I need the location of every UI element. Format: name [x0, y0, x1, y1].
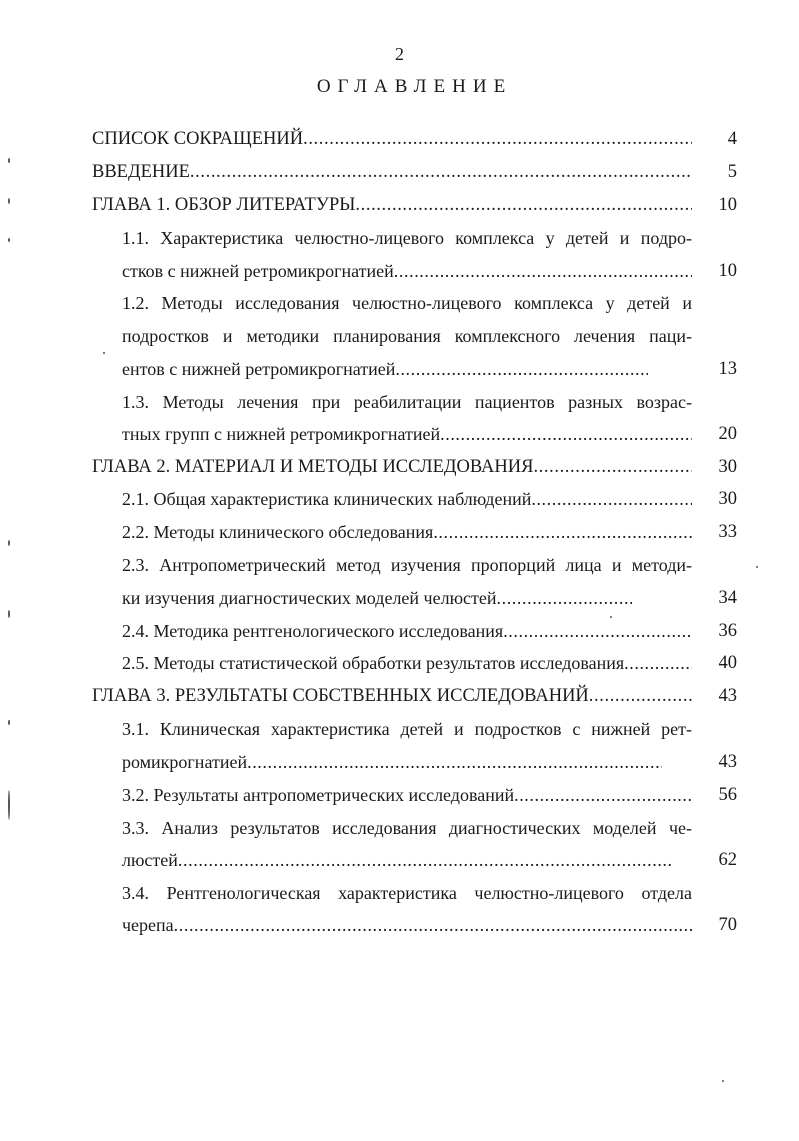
toc-entry-title-last-line: [122, 422, 692, 446]
toc-entry-text: 2.2. Методы клинического обследования: [122, 522, 434, 542]
toc-entry-page-number: 43: [718, 686, 737, 706]
dot-leader: [247, 750, 662, 774]
toc-entry-text: 2.1. Общая характеристика клинических наблюдений: [122, 489, 532, 509]
dot-leader: [355, 193, 692, 217]
toc-entry-title-last-line: [122, 357, 648, 381]
toc-entry-text: ромикрогнатией: [122, 752, 248, 772]
toc-entry-title-last-line: [92, 193, 692, 217]
dot-leader: [178, 848, 672, 872]
dot-leader: [531, 487, 692, 511]
toc-entry-page-number: 33: [718, 522, 737, 542]
toc-entry-page-number: 13: [718, 359, 737, 379]
dot-leader: [440, 422, 692, 446]
dot-leader: [514, 783, 692, 807]
toc-entry-text: ГЛАВА 3. РЕЗУЛЬТАТЫ СОБСТВЕННЫХ ИССЛЕДОВАНИЙ: [92, 686, 589, 706]
scan-speck: [8, 790, 10, 820]
toc-entry-title-line: [122, 324, 692, 348]
toc-entry-title-last-line: [92, 455, 692, 479]
toc-entry-page-number: 70: [718, 915, 737, 935]
toc-entry-title-last-line: [122, 619, 692, 643]
toc-entry-page-number: 43: [718, 752, 737, 772]
toc-entry-title-last-line: [122, 259, 692, 283]
toc-entry-title-last-line: [122, 913, 692, 937]
toc-entry-text: 1.1. Характеристика челюстно-лицевого комплекса у детей и подро-: [122, 228, 692, 248]
toc-entry-title-line: [122, 226, 692, 250]
scan-speck: [722, 1080, 724, 1082]
toc-entry-page-number: 40: [718, 653, 737, 673]
toc-entry-text: 1.3. Методы лечения при реабилитации пациентов разных возрас-: [122, 392, 692, 412]
toc-entry-title-line: [122, 291, 692, 315]
dot-leader: [533, 455, 692, 479]
toc-entry-text: люстей: [122, 850, 178, 870]
dot-leader: [394, 259, 692, 283]
toc-entry-text: 3.2. Результаты антропометрических исследований: [122, 785, 515, 805]
toc-entry-title-last-line: [122, 520, 692, 544]
toc-entry-text: ентов с нижней ретромикрогнатией: [122, 359, 396, 379]
toc-entry-text: тных групп с нижней ретромикрогнатией: [122, 424, 441, 444]
scan-speck: [8, 610, 10, 618]
toc-entry-page-number: 34: [718, 588, 737, 608]
scan-speck: [756, 566, 758, 568]
toc-entry-text: ВВЕДЕНИЕ: [92, 162, 190, 182]
toc-entry-title-last-line: [92, 160, 692, 184]
toc-entry-text: ГЛАВА 2. МАТЕРИАЛ И МЕТОДЫ ИССЛЕДОВАНИЯ: [92, 457, 534, 477]
toc-entry-text: 3.1. Клиническая характеристика детей и подростков с нижней рет-: [122, 719, 692, 739]
toc-entry-page-number: 20: [718, 424, 737, 444]
toc-entry-text: ки изучения диагностических моделей челюстей: [122, 588, 497, 608]
toc-entry-page-number: 30: [718, 457, 737, 477]
toc-entry-title-line: [122, 390, 692, 414]
toc-entry-page-number: 10: [718, 261, 737, 281]
toc-entry-page-number: 4: [727, 129, 737, 149]
toc-entry-text: 3.3. Анализ результатов исследования диагностических моделей че-: [122, 818, 692, 838]
toc-entry-title-last-line: [92, 684, 692, 708]
toc-entry-page-number: 10: [718, 195, 737, 215]
scan-speck: [8, 540, 10, 546]
toc-entry-title-last-line: [122, 750, 662, 774]
toc-entry-title-line: [122, 816, 692, 840]
dot-leader: [174, 913, 692, 937]
toc-entry-page-number: 36: [718, 621, 737, 641]
scan-speck: [103, 352, 105, 354]
toc-entry-text: 2.4. Методика рентгенологического исследования: [122, 621, 504, 641]
toc-entry-title-last-line: [122, 651, 692, 675]
dot-leader: [395, 357, 648, 381]
dot-leader: [503, 619, 692, 643]
toc-entry-title-last-line: [122, 487, 692, 511]
scan-speck: [8, 198, 10, 204]
scan-speck: [610, 616, 612, 618]
toc-entry-title-line: [122, 553, 692, 577]
toc-entry-title-line: [122, 717, 692, 741]
scan-speck: [8, 158, 10, 163]
page-number: 2: [395, 44, 404, 64]
toc-entry-text: 2.3. Антропометрический метод изучения пропорций лица и методи-: [122, 555, 692, 575]
toc-entry-text: 1.2. Методы исследования челюстно-лицевого комплекса у детей и: [122, 293, 692, 313]
toc-title: ОГЛАВЛЕНИЕ: [316, 76, 513, 97]
toc-entry-text: ГЛАВА 1. ОБЗОР ЛИТЕРАТУРЫ: [92, 195, 356, 215]
scan-speck: [8, 720, 10, 725]
toc-entry-text: подростков и методики планирования комплексного лечения паци-: [122, 326, 692, 346]
dot-leader: [190, 160, 692, 184]
toc-entry-text: стков с нижней ретромикрогнатией: [122, 261, 394, 281]
toc-entry-text: СПИСОК СОКРАЩЕНИЙ: [92, 129, 304, 149]
toc-entry-title-last-line: [122, 783, 692, 807]
toc-entry-title-last-line: [122, 586, 632, 610]
dot-leader: [433, 520, 692, 544]
toc-entry-title-line: [122, 881, 692, 905]
toc-entry-title-last-line: [92, 127, 692, 151]
toc-entry-text: черепа: [122, 915, 174, 935]
toc-entry-page-number: 5: [727, 162, 737, 182]
dot-leader: [303, 127, 692, 151]
toc-entry-text: 2.5. Методы статистической обработки результатов исследования: [122, 653, 625, 673]
dot-leader: [497, 586, 633, 610]
toc-entry-page-number: 30: [718, 489, 737, 509]
toc-entry-page-number: 56: [718, 785, 737, 805]
toc-entry-page-number: 62: [718, 850, 737, 870]
toc-entry-text: 3.4. Рентгенологическая характеристика челюстно-лицевого отдела: [122, 883, 692, 903]
scan-speck: [8, 238, 10, 242]
toc-entry-title-last-line: [122, 848, 672, 872]
